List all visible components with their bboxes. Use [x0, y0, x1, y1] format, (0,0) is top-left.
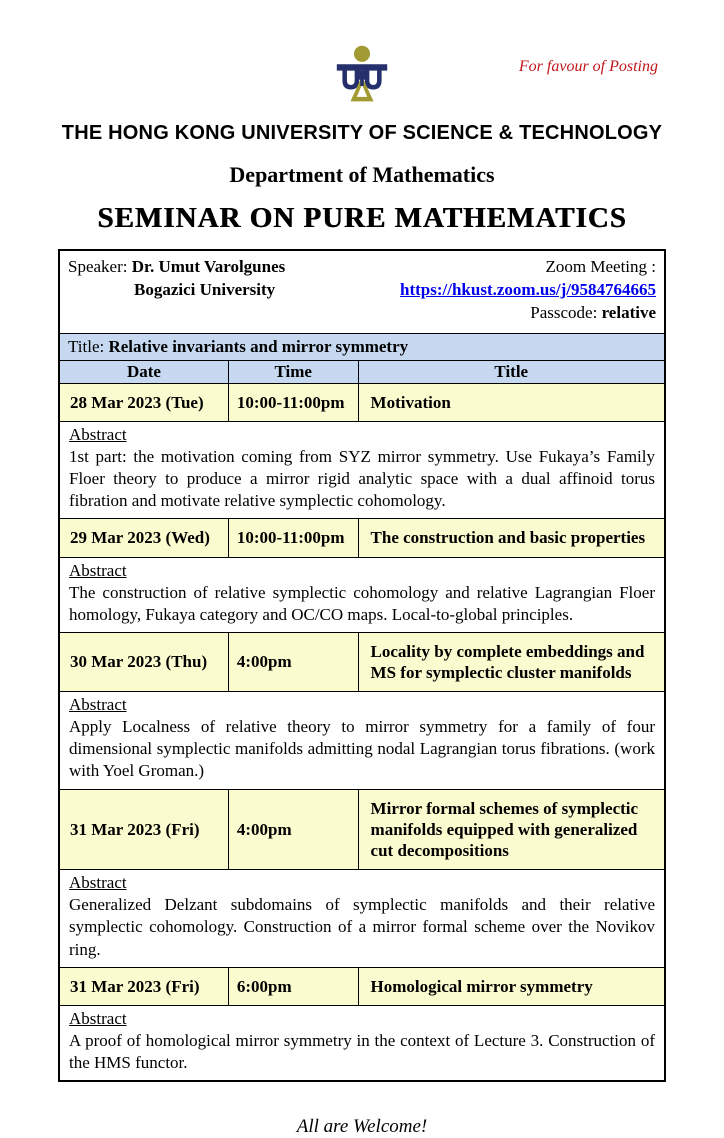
posting-note: For favour of Posting	[518, 58, 658, 75]
abstract-label: Abstract	[69, 1008, 127, 1028]
zoom-meeting-link[interactable]: https://hkust.zoom.us/j/9584764665	[400, 279, 656, 299]
session-date: 30 Mar 2023 (Thu)	[59, 632, 228, 692]
session-time: 10:00-11:00pm	[228, 519, 358, 557]
speaker-block	[68, 256, 285, 325]
logo-container	[0, 44, 724, 114]
speaker-info-row	[59, 250, 665, 333]
session-title: Locality by complete embeddings and MS for symplectic cluster manifolds	[358, 632, 665, 692]
abstract-text: 1st part: the motivation coming from SYZ mirror symmetry. Use Fukaya’s Family Floer theory to produce a mirror rigid analytic space with a dual affinoid torus fibration and motivate relative symplectic cohomology.	[69, 447, 655, 511]
session-row	[59, 519, 665, 557]
session-time: 10:00-11:00pm	[228, 383, 358, 421]
schedule-table	[58, 249, 666, 1082]
welcome-note: All are Welcome!	[296, 1116, 428, 1138]
session-title: Mirror formal schemes of symplectic manifolds equipped with generalized cut decompositions	[358, 789, 665, 870]
abstract-row	[59, 557, 665, 632]
abstract-label: Abstract	[69, 695, 127, 715]
session-date: 29 Mar 2023 (Wed)	[59, 519, 228, 557]
hkust-logo-icon	[327, 44, 397, 114]
session-row	[59, 383, 665, 421]
series-title-text: Relative invariants and mirror symmetry	[108, 336, 409, 356]
column-header-date: Date	[59, 360, 228, 383]
seminar-series-title: SEMINAR ON PURE MATHEMATICS	[97, 202, 627, 234]
speaker-affiliation: Bogazici University	[134, 279, 276, 299]
session-time: 6:00pm	[228, 967, 358, 1005]
session-date: 31 Mar 2023 (Fri)	[59, 789, 228, 870]
abstract-row	[59, 422, 665, 519]
session-date: 28 Mar 2023 (Tue)	[59, 383, 228, 421]
session-title: Motivation	[358, 383, 665, 421]
series-title-label: Title:	[68, 336, 105, 356]
abstract-text: A proof of homological mirror symmetry in the context of Lecture 3. Construction of the HMS functor.	[69, 1030, 655, 1072]
abstract-label: Abstract	[69, 425, 127, 445]
abstract-label: Abstract	[69, 560, 127, 580]
speaker-name: Dr. Umut Varolgunes	[131, 257, 286, 276]
abstract-text: The construction of relative symplectic cohomology and relative Lagrangian Floer homology, Fukaya category and OC/CO maps. Local-to-global principles.	[69, 582, 655, 624]
series-title-row	[59, 333, 665, 360]
session-time: 4:00pm	[228, 632, 358, 692]
session-date: 31 Mar 2023 (Fri)	[59, 967, 228, 1005]
zoom-meeting-block	[400, 256, 656, 325]
column-header-title: Title	[358, 360, 665, 383]
passcode-value: relative	[601, 302, 656, 322]
session-time: 4:00pm	[228, 789, 358, 870]
abstract-row	[59, 1005, 665, 1081]
session-row	[59, 789, 665, 870]
table-header-row	[59, 360, 665, 383]
abstract-row	[59, 870, 665, 967]
abstract-text: Generalized Delzant subdomains of symplectic manifolds and their relative symplectic cohomology. Construction of a mirror formal scheme over the Novikov ring.	[69, 895, 655, 959]
column-header-time: Time	[228, 360, 358, 383]
university-name: THE HONG KONG UNIVERSITY OF SCIENCE & TECHNOLOGY	[61, 122, 663, 144]
zoom-meeting-label: Zoom Meeting :	[545, 257, 656, 276]
session-title: Homological mirror symmetry	[358, 967, 665, 1005]
abstract-label: Abstract	[69, 873, 127, 893]
session-row	[59, 632, 665, 692]
abstract-row	[59, 692, 665, 789]
speaker-label: Speaker:	[68, 257, 128, 276]
abstract-text: Apply Localness of relative theory to mirror symmetry for a family of four dimensional symplectic manifolds admitting nodal Lagrangian torus fibrations. (work with Yoel Groman.)	[69, 717, 655, 781]
passcode-label: Passcode:	[530, 302, 598, 322]
department-name: Department of Mathematics	[229, 162, 495, 187]
session-title: The construction and basic properties	[358, 519, 665, 557]
session-row	[59, 967, 665, 1005]
